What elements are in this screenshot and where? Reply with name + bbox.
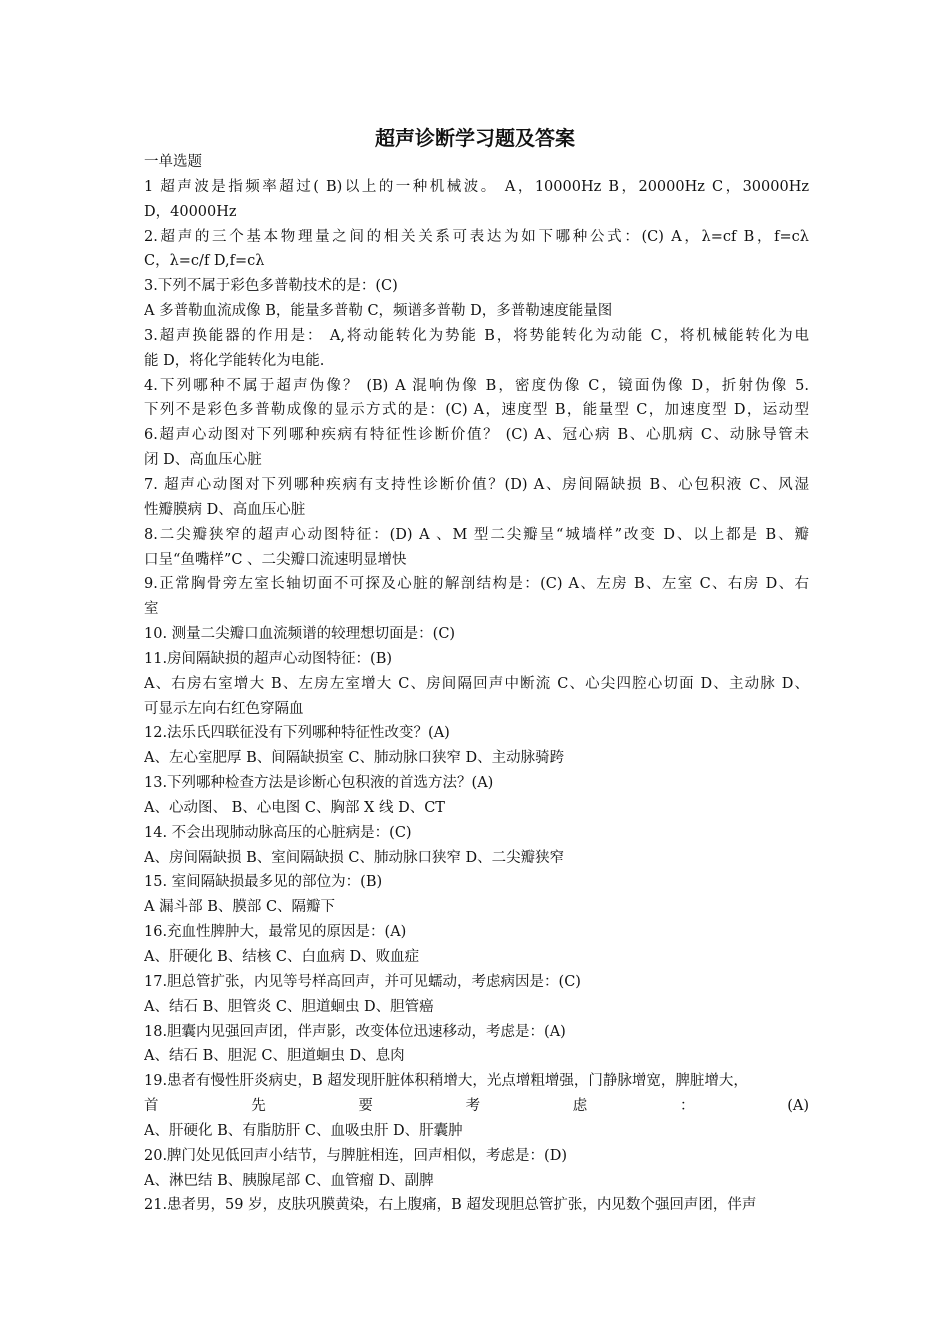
text-line: 11.房间隔缺损的超声心动图特征：(B) xyxy=(144,650,393,667)
text-line: D，40000Hz xyxy=(144,203,237,220)
text-line: 能 D，将化学能转化为电能. xyxy=(144,352,325,369)
text-line: 7. 超声心动图对下列哪种疾病有支持性诊断价值？(D) A、房间隔缺损 B、心包积液 C、风湿 xyxy=(144,476,809,493)
text-line: 13.下列哪种检查方法是诊断心包积液的首选方法？(A) xyxy=(144,775,494,792)
text-line: A 多普勒血流成像 B，能量多普勒 C，频谱多普勒 D，多普勒速度能量图 xyxy=(144,303,613,320)
text-line: 21.患者男，59 岁，皮肤巩膜黄染，右上腹痛，B 超发现胆总管扩张，内见数个强回声团，伴声 xyxy=(144,1197,757,1214)
text-line: 8.二尖瓣狭窄的超声心动图特征：(D) A 、M 型二尖瓣呈“城墙样”改变 D、以上都是 B、瓣 xyxy=(144,526,809,543)
text-line: A、结石 B、胆泥 C、胆道蛔虫 D、息肉 xyxy=(144,1048,405,1065)
text-line: 10. 测量二尖瓣口血流频谱的较理想切面是：(C) xyxy=(144,626,456,643)
text-line: A、肝硬化 B、有脂肪肝 C、血吸虫肝 D、肝囊肿 xyxy=(144,1122,463,1139)
document-title: 超声诊断学习题及答案 xyxy=(375,126,575,150)
text-line: 1 超声波是指频率超过( B)以上的一种机械波。 A，10000Hz B，20000Hz C，30000Hz xyxy=(144,178,809,195)
text-line: A、右房右室增大 B、左房左室增大 C、房间隔回声中断流 C、心尖四腔心切面 D、主动脉 D、 xyxy=(144,675,809,692)
text-line: 15. 室间隔缺损最多见的部位为：(B) xyxy=(144,874,383,891)
text-line: A、房间隔缺损 B、室间隔缺损 C、肺动脉口狭窄 D、二尖瓣狭窄 xyxy=(144,849,565,866)
text-line: 室 xyxy=(144,601,159,618)
text-line: 可显示左向右红色穿隔血 xyxy=(144,700,304,717)
text-line: 12.法乐氏四联征没有下列哪种特征性改变？(A) xyxy=(144,725,450,742)
text-line: 17.胆总管扩张，内见等号样高回声，并可见蠕动，考虑病因是：(C) xyxy=(144,973,581,990)
text-line: 9.正常胸骨旁左室长轴切面不可探及心脏的解剖结构是：(C) A、左房 B、左室 C、右房 D、右 xyxy=(144,576,809,593)
text-line: 闭 D、高血压心脏 xyxy=(144,452,262,469)
text-line: C，λ=c/f D,f=cλ xyxy=(144,253,265,270)
text-line: 20.脾门处见低回声小结节，与脾脏相连，回声相似，考虑是：(D) xyxy=(144,1147,567,1164)
text-line: 4.下列哪种不属于超声伪像？ (B) A 混响伪像 B，密度伪像 C，镜面伪像 D，折射伪像 5. xyxy=(144,377,809,394)
text-line: 19.患者有慢性肝炎病史，B 超发现肝脏体积稍增大，光点增粗增强，门静脉增宽，脾脏增大， xyxy=(144,1073,748,1090)
text-line: 3.下列不属于彩色多普勒技术的是：(C) xyxy=(144,278,398,295)
text-line: 性瓣膜病 D、高血压心脏 xyxy=(144,501,306,518)
text-line: 下列不是彩色多普勒成像的显示方式的是：(C) A，速度型 B，能量型 C，加速度型 D，运动型 xyxy=(144,402,809,419)
text-line: A、肝硬化 B、结核 C、白血病 D、败血症 xyxy=(144,949,420,965)
text-line: 18.胆囊内见强回声团，伴声影，改变体位迅速移动，考虑是：(A) xyxy=(144,1023,566,1040)
text-line: 16.充血性脾肿大，最常见的原因是：(A) xyxy=(144,924,407,941)
document-body xyxy=(144,150,809,1218)
text-line: 首先要考虑：(A) xyxy=(144,1098,809,1115)
text-line: 口呈“鱼嘴样”C 、二尖瓣口流速明显增快 xyxy=(144,551,407,568)
text-line: 2.超声的三个基本物理量之间的相关关系可表达为如下哪种公式：(C) A，λ=cf B，f=cλ xyxy=(144,228,809,245)
text-line: 6.超声心动图对下列哪种疾病有特征性诊断价值？ (C) A、冠心病 B、心肌病 C、动脉导管未 xyxy=(144,427,809,444)
text-line: A 漏斗部 B、膜部 C、隔瓣下 xyxy=(144,899,336,916)
text-line: 3.超声换能器的作用是： A,将动能转化为势能 B，将势能转化为动能 C，将机械能转化为电 xyxy=(144,327,809,344)
text-line: A、左心室肥厚 B、间隔缺损室 C、肺动脉口狭窄 D、主动脉骑跨 xyxy=(144,750,565,767)
text-line: A、结石 B、胆管炎 C、胆道蛔虫 D、胆管癌 xyxy=(144,998,434,1015)
text-line: 一单选题 xyxy=(144,154,202,170)
text-line: A、心动图、 B、心电图 C、胸部 X 线 D、CT xyxy=(144,799,445,816)
text-line: 14. 不会出现肺动脉高压的心脏病是：(C) xyxy=(144,824,412,841)
text-line: A、淋巴结 B、胰腺尾部 C、血管瘤 D、副脾 xyxy=(144,1172,434,1189)
